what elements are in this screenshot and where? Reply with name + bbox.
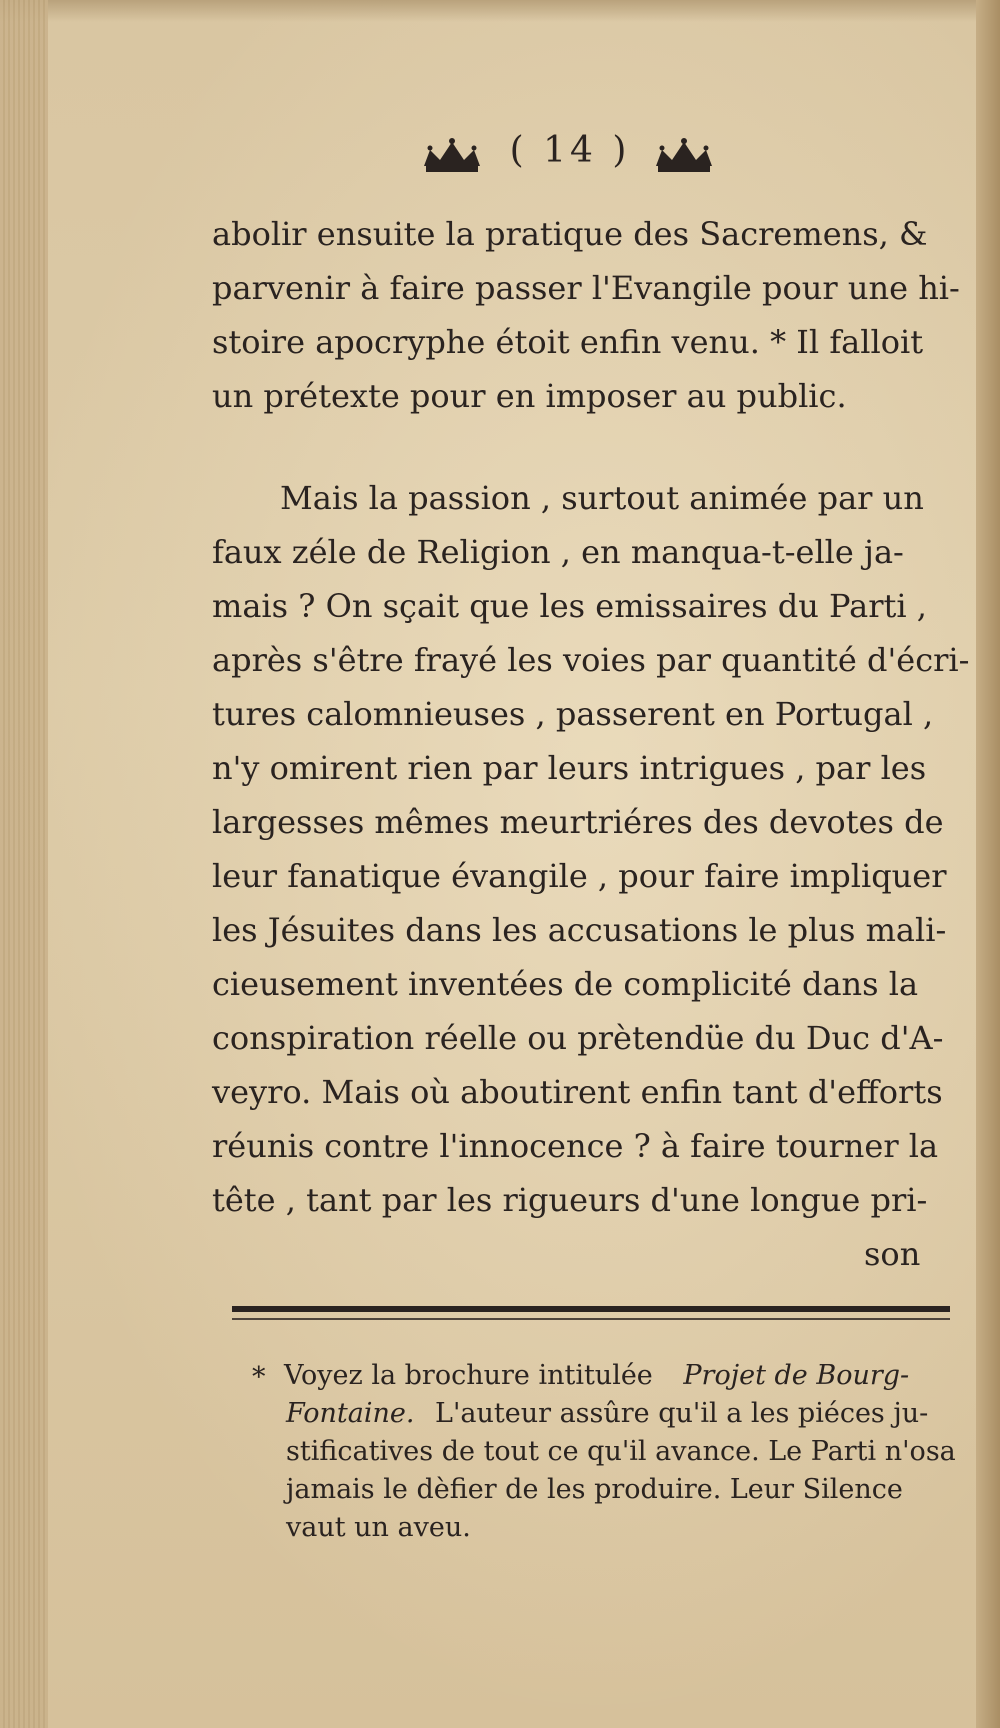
page-header (420, 130, 720, 190)
body-line: veyro. Mais où aboutirent enfin tant d'efforts (212, 1073, 943, 1111)
body-line: tures calomnieuses , passerent en Portugal , (212, 695, 934, 733)
body-line: conspiration réelle ou prètendüe du Duc d'A- (212, 1019, 944, 1057)
body-line: après s'être frayé les voies par quantité d'écri- (212, 641, 970, 679)
body-line: parvenir à faire passer l'Evangile pour une hi- (212, 269, 960, 307)
body-line: abolir ensuite la pratique des Sacremens, & (212, 215, 928, 253)
body-line: cieusement inventées de complicité dans la (212, 965, 919, 1003)
body-line: Mais la passion , surtout animée par un (280, 479, 924, 517)
footnote-text: L'auteur assûre qu'il a les piéces ju- (435, 1398, 929, 1429)
body-line: faux zéle de Religion , en manqua-t-elle ja- (212, 533, 904, 571)
footnote-marker: * (252, 1362, 266, 1393)
footnote-line (284, 1360, 984, 1392)
footnote-line: stificatives de tout ce qu'il avance. Le Parti n'osa (286, 1436, 956, 1467)
body-line: un prétexte pour en imposer au public. (212, 377, 847, 415)
footnote-line: vaut un aveu. (286, 1512, 471, 1543)
page-left-edge (0, 0, 48, 1728)
footnote-rule-thick (232, 1306, 950, 1312)
footnote-line (286, 1398, 986, 1430)
body-line: leur fanatique évangile , pour faire impliquer (212, 857, 947, 895)
footnote-title: Projet de Bourg- (683, 1360, 910, 1391)
crown-ornament-left-icon (420, 136, 484, 176)
catchword: son (864, 1235, 921, 1273)
body-line: réunis contre l'innocence ? à faire tourner la (212, 1127, 939, 1165)
footnote-title: Fontaine. (286, 1398, 415, 1429)
body-line: les Jésuites dans les accusations le plus mali- (212, 911, 947, 949)
footnote-line: jamais le dèfier de les produire. Leur Silence (286, 1474, 903, 1505)
body-line: stoire apocryphe étoit enfin venu. * Il falloit (212, 323, 924, 361)
body-line: n'y omirent rien par leurs intrigues , par les (212, 749, 927, 787)
page-right-edge (976, 0, 1000, 1728)
body-line: mais ? On sçait que les emissaires du Parti , (212, 587, 927, 625)
body-line: largesses mêmes meurtriéres des devotes de (212, 803, 944, 841)
page-number: ( 14 ) (509, 130, 631, 171)
page-top-edge (0, 0, 1000, 22)
crown-ornament-right-icon (652, 136, 716, 176)
footnote-text: Voyez la brochure intitulée (284, 1360, 653, 1391)
body-line: tête , tant par les rigueurs d'une longue pri- (212, 1181, 928, 1219)
footnote-rule-thin (232, 1318, 950, 1320)
